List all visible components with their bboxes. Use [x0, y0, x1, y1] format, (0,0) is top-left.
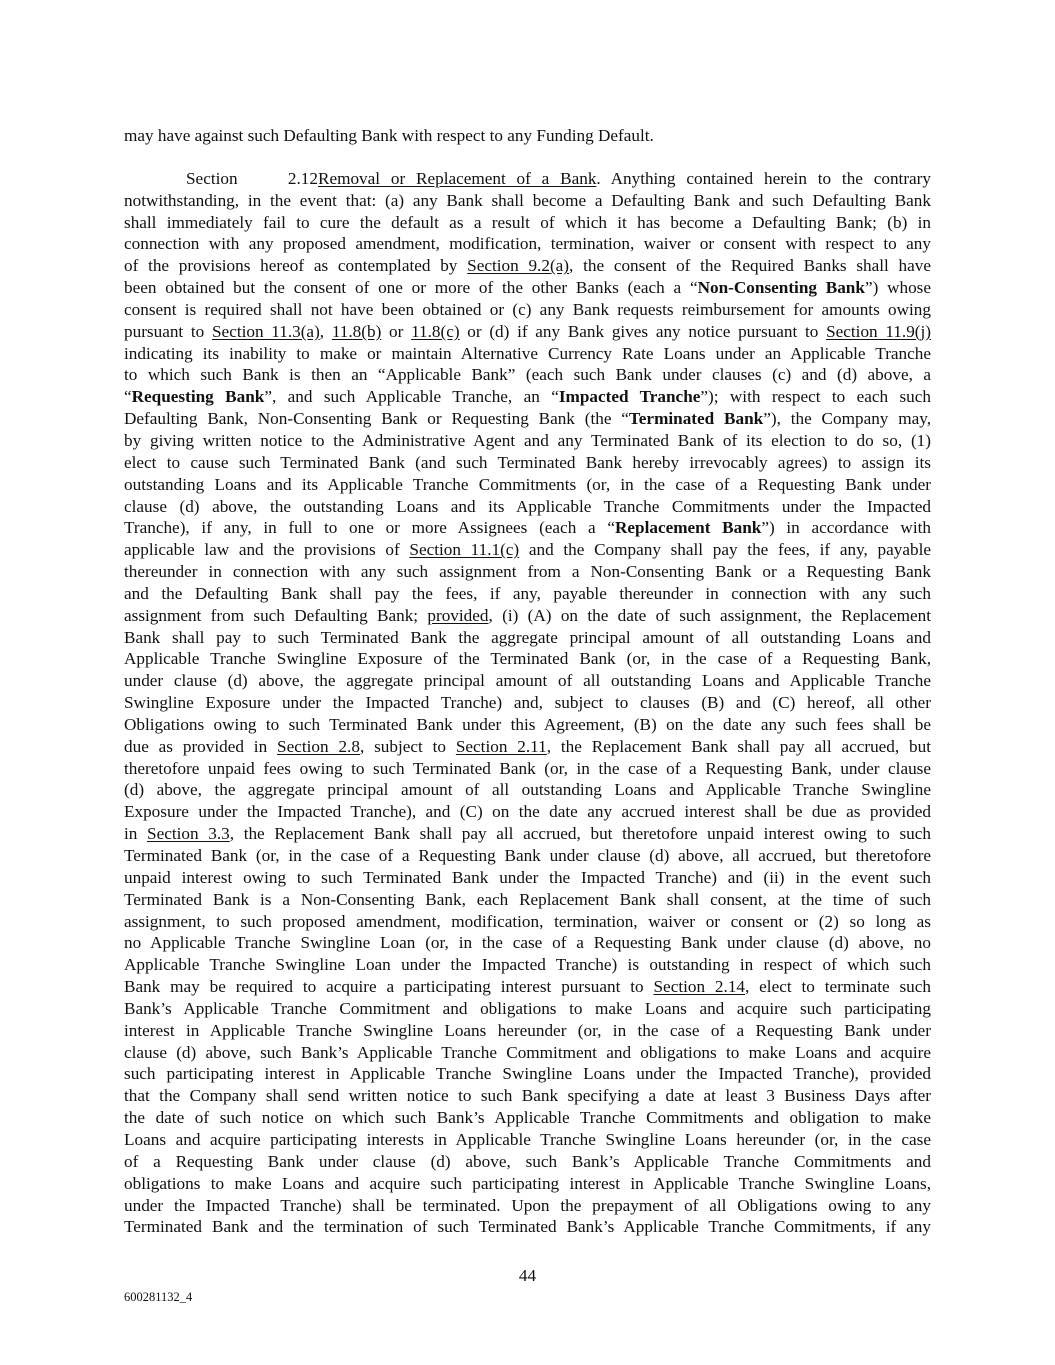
text-run: of the provisions hereof as contemplated by — [124, 256, 468, 276]
text-run: the date of such notice on which such Bank’s Applicable Tranche Commitments and obligation to make — [124, 1108, 931, 1128]
text-run: unpaid interest owing to such Terminated Bank under the Impacted Tranche) and (ii) in the event such — [124, 867, 931, 887]
text-line — [124, 321, 931, 343]
text-line — [124, 954, 931, 976]
text-run: pursuant to — [124, 321, 212, 341]
text-run: assignment, to such proposed amendment, modification, termination, waiver or consent or (2) so long as — [124, 911, 931, 931]
defined-term: Terminated Bank — [628, 409, 764, 429]
text-line — [124, 474, 931, 496]
text-line — [124, 605, 931, 627]
text-run: and the Defaulting Bank shall pay the fees, if any, payable thereunder in connection with any such — [124, 583, 931, 603]
text-run: that the Company shall send written notice to such Bank specifying a date at least 3 Business Days after — [124, 1086, 931, 1106]
text-line — [124, 561, 931, 583]
text-line — [124, 255, 931, 277]
text-run: outstanding Loans and its Applicable Tranche Commitments (or, in the case of a Requesting Bank under — [124, 474, 931, 494]
cross-reference: Section 11.1(c) — [409, 540, 520, 560]
text-run: under the Impacted Tranche) shall be terminated. Upon the prepayment of all Obligations owing to any — [124, 1195, 931, 1215]
text-run: to which such Bank is then an “Applicable Bank” (each such Bank under clauses (c) and (d) above, a — [124, 365, 931, 385]
text-run: ”); with respect to each such — [700, 387, 931, 407]
cross-reference: Section 2.8 — [277, 736, 360, 756]
text-line — [124, 583, 931, 605]
text-line — [124, 386, 931, 408]
text-line — [124, 1216, 931, 1238]
text-line — [124, 1173, 931, 1195]
text-run: clause (d) above, such Bank’s Applicable Tranche Commitment and obligations to make Loans and acquire — [124, 1042, 931, 1062]
text-run: Terminated Bank and the termination of such Terminated Bank’s Applicable Tranche Commitments, if any — [124, 1217, 931, 1237]
cross-reference: Section 9.2(a) — [467, 256, 570, 276]
text-run: Bank shall pay to such Terminated Bank the aggregate principal amount of all outstanding Loans and — [124, 627, 931, 647]
text-run: , subject to — [359, 736, 456, 756]
text-line — [124, 343, 931, 365]
text-line — [124, 277, 931, 299]
cross-reference: Section 3.3 — [147, 824, 230, 844]
text-run: clause (d) above, the outstanding Loans and its Applicable Tranche Commitments under the Impacted — [124, 496, 931, 516]
text-run: shall immediately fail to cure the default as a result of which it has become a Defaulting Bank; (b) in — [124, 212, 931, 232]
text-run: under clause (d) above, the aggregate principal amount of all outstanding Loans and Applicable Tranche — [124, 671, 931, 691]
text-line — [124, 1151, 931, 1173]
text-run: such participating interest in Applicable Tranche Swingline Loans under the Impacted Tranche), provided — [124, 1064, 931, 1084]
defined-term: Non-Consenting Bank — [697, 278, 865, 298]
text-run: and the Company shall pay the fees, if any, payable — [519, 540, 931, 560]
text-run: indicating its inability to make or maintain Alternative Currency Rate Loans under an Applicable Tranche — [124, 343, 931, 363]
text-line — [124, 627, 931, 649]
section-2-12-paragraph — [124, 168, 931, 1238]
text-line — [124, 364, 931, 386]
text-line — [124, 889, 931, 911]
text-line — [124, 517, 931, 539]
text-line — [124, 233, 931, 255]
text-run: notwithstanding, in the event that: (a) any Bank shall become a Defaulting Bank and such Defaulting Bank — [124, 190, 931, 210]
text-run: no Applicable Tranche Swingline Loan (or, in the case of a Requesting Bank under clause (d) above, no — [124, 933, 931, 953]
paragraph-gap — [124, 147, 931, 168]
text-run: by giving written notice to the Administrative Agent and any Terminated Bank of its election to do so, (1) — [124, 430, 931, 450]
text-run: ”, and such Applicable Tranche, an “ — [264, 387, 559, 407]
carryover-line: may have against such Defaulting Bank with respect to any Funding Default. — [124, 126, 654, 145]
text-run: “ — [124, 387, 132, 407]
text-line — [124, 430, 931, 452]
cross-reference: Section 11.9(j) — [826, 321, 932, 341]
text-line — [124, 496, 931, 518]
text-run: , the Replacement Bank shall pay all accrued, but — [546, 736, 931, 756]
text-line — [124, 670, 931, 692]
text-line — [124, 932, 931, 954]
text-run: Applicable Tranche Swingline Exposure of the Terminated Bank (or, in the case of a Requesting Bank, — [124, 649, 931, 669]
text-line — [124, 1107, 931, 1129]
text-run: obligations to make Loans and acquire such participating interest in Applicable Tranche Swingline Loans, — [124, 1173, 931, 1193]
section-number: Section 2.12 — [186, 168, 318, 188]
text-run: , — [319, 321, 332, 341]
text-run: Obligations owing to such Terminated Bank under this Agreement, (B) on the date any such fees shall be — [124, 714, 931, 734]
text-line — [124, 299, 931, 321]
text-run: , elect to terminate such — [745, 977, 931, 997]
text-line — [124, 1085, 931, 1107]
text-run: assignment from such Defaulting Bank; — [124, 605, 428, 625]
text-run: or — [381, 321, 412, 341]
text-run: Anything contained herein to the contrary — [600, 168, 932, 188]
text-run: (d) above, the aggregate principal amount of all outstanding Loans and Applicable Tranche Swingline — [124, 780, 931, 800]
text-run: ”) whose — [864, 278, 931, 298]
text-line — [124, 998, 931, 1020]
text-line — [124, 692, 931, 714]
text-line — [124, 867, 931, 889]
text-run: consent is required shall not have been obtained or (c) any Bank requests reimbursement for amounts owing — [124, 299, 931, 319]
section-first-line — [124, 168, 931, 190]
text-run: , (i) (A) on the date of such assignment, the Replacement — [488, 605, 932, 625]
text-line — [124, 911, 931, 933]
cross-reference: provided — [427, 605, 489, 625]
cross-reference: Section 2.14 — [653, 977, 746, 997]
text-run: due as provided in — [124, 736, 278, 756]
text-run: Terminated Bank is a Non-Consenting Bank, each Replacement Bank shall consent, at the time of such — [124, 889, 931, 909]
text-run: of a Requesting Bank under clause (d) above, such Bank’s Applicable Tranche Commitments and — [124, 1151, 931, 1171]
section-heading: Removal or Replacement of a Bank — [318, 168, 597, 188]
cross-reference: Section 11.3(a) — [212, 321, 320, 341]
text-run: Tranche), if any, in full to one or more Assignees (each a “ — [124, 518, 615, 538]
text-run: applicable law and the provisions of — [124, 540, 410, 560]
cross-reference: Section 2.11 — [455, 736, 547, 756]
defined-term: Requesting Bank — [131, 387, 265, 407]
text-line — [124, 758, 931, 780]
defined-term: Replacement Bank — [614, 518, 762, 538]
text-line — [124, 1042, 931, 1064]
text-run: Swingline Exposure under the Impacted Tranche) and, subject to clauses (B) and (C) hereof, all other — [124, 693, 931, 713]
text-run: connection with any proposed amendment, modification, termination, waiver or consent with respect to any — [124, 234, 931, 254]
cross-reference: 11.8(c) — [411, 321, 460, 341]
text-run: Applicable Tranche Swingline Loan under the Impacted Tranche) is outstanding in respect of which such — [124, 955, 931, 975]
page-number: 44 — [518, 1266, 537, 1285]
text-run: . — [596, 168, 601, 188]
text-run: theretofore unpaid fees owing to such Terminated Bank (or, in the case of a Requesting Bank, under clause — [124, 758, 931, 778]
text-run: Bank’s Applicable Tranche Commitment and obligations to make Loans and acquire such participating — [124, 998, 931, 1018]
text-run: Exposure under the Impacted Tranche), and (C) on the date any accrued interest shall be due as provided — [124, 802, 931, 822]
text-line — [124, 823, 931, 845]
text-run: , the consent of the Required Banks shall have — [569, 256, 931, 276]
text-run: interest in Applicable Tranche Swingline Loans hereunder (or, in the case of a Requesting Bank under — [124, 1020, 931, 1040]
text-run: or (d) if any Bank gives any notice pursuant to — [459, 321, 827, 341]
document-id: 600281132_4 — [124, 1290, 193, 1304]
text-run: Defaulting Bank, Non-Consenting Bank or Requesting Bank (the “ — [124, 409, 629, 429]
text-line — [124, 736, 931, 758]
text-line — [124, 779, 931, 801]
text-run: ”) in accordance with — [761, 518, 931, 538]
text-line — [124, 1129, 931, 1151]
text-run: , the Replacement Bank shall pay all accrued, but theretofore unpaid interest owing to such — [229, 824, 931, 844]
text-run: Loans and acquire participating interests in Applicable Tranche Swingline Loans hereunder (or, in the case — [124, 1129, 931, 1149]
text-line — [124, 190, 931, 212]
text-run: elect to cause such Terminated Bank (and such Terminated Bank hereby irrevocably agrees) to assign its — [124, 452, 931, 472]
text-run: thereunder in connection with any such assignment from a Non-Consenting Bank or a Requesting Bank — [124, 562, 931, 582]
text-line — [124, 976, 931, 998]
text-run: ”), the Company may, — [763, 409, 931, 429]
cross-reference: 11.8(b) — [331, 321, 382, 341]
document-body — [124, 125, 931, 1238]
text-line — [124, 452, 931, 474]
text-line — [124, 539, 931, 561]
text-line — [124, 845, 931, 867]
text-run: in — [124, 824, 148, 844]
text-line — [124, 648, 931, 670]
text-line — [124, 714, 931, 736]
text-line — [124, 801, 931, 823]
text-line — [124, 1063, 931, 1085]
text-line — [124, 1020, 931, 1042]
defined-term: Impacted Tranche — [558, 387, 701, 407]
text-line — [124, 212, 931, 234]
text-run: Bank may be required to acquire a participating interest pursuant to — [124, 977, 654, 997]
text-line — [124, 1195, 931, 1217]
text-run: been obtained but the consent of one or more of the other Banks (each a “ — [124, 278, 698, 298]
text-line — [124, 408, 931, 430]
text-run: Terminated Bank (or, in the case of a Requesting Bank under clause (d) above, all accrued, but theretofore — [124, 846, 931, 865]
